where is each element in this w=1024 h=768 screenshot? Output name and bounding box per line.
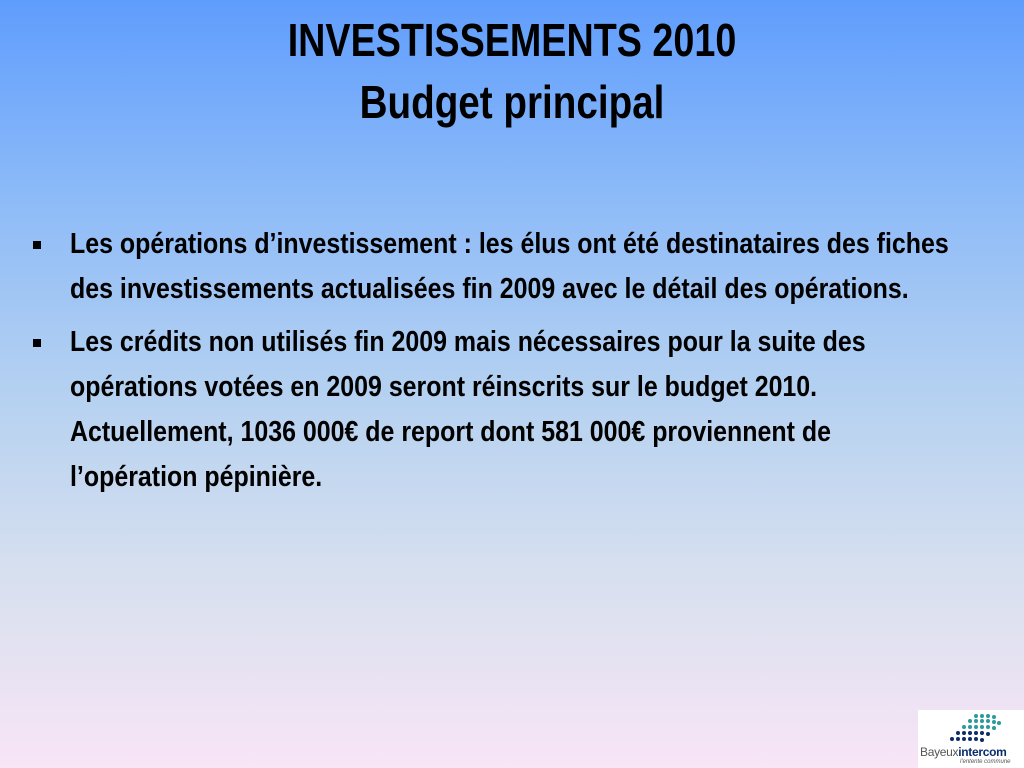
square-bullet-icon (33, 241, 41, 249)
list-item (24, 320, 984, 500)
logo-word-bayeux: Bayeux (920, 745, 959, 759)
logo-word-intercom: intercom (958, 745, 1007, 759)
logo-text (920, 746, 1007, 758)
bullet-text: Les crédits non utilisés fin 2009 mais nécessaires pour la suite des opérations votées en 2009 seront réinscrits sur le budget 2010. Actuellement, 1036 000€ de report dont 581 000€ proviennent de l’opération pépinière. (70, 326, 866, 493)
title-subtitle: Budget principal (359, 76, 665, 128)
bayeux-intercom-logo (918, 710, 1024, 768)
title-main: INVESTISSEMENTS 2010 (287, 14, 737, 66)
bullet-list (24, 222, 984, 508)
bullet-text: Les opérations d’investissement : les élus ont été destinataires des fiches des investissements actualisées fin 2009 avec le détail des opérations. (70, 228, 949, 305)
logo-dots-icon (936, 712, 1006, 744)
list-item (24, 222, 984, 312)
slide-title (0, 6, 1024, 136)
logo-tagline: l'entente commune (960, 759, 1011, 765)
square-bullet-icon (33, 339, 41, 347)
